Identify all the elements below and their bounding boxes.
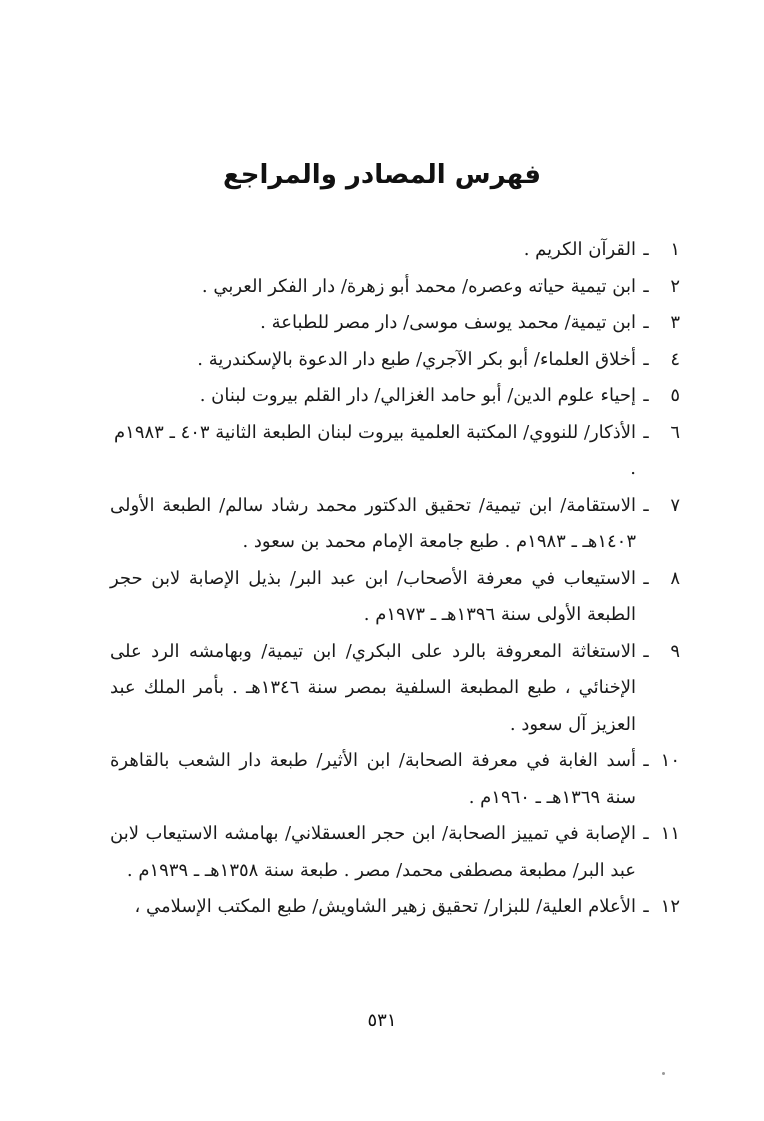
list-item bbox=[110, 561, 680, 634]
entry-number: ٦ bbox=[670, 421, 680, 443]
bibliography-list bbox=[110, 232, 680, 926]
entry-dash: ـ bbox=[643, 823, 649, 844]
entry-text: الاستغاثة المعروفة بالرد على البكري/ ابن تيمية/ وبهامشه الرد على الإخنائي ، طبع المطبعة السلفية بمصر سنة ١٣٤٦هـ . بأمر الملك عبد العزيز آل سعود . bbox=[110, 640, 636, 735]
list-item bbox=[110, 889, 680, 926]
entry-dash: ـ bbox=[643, 312, 649, 333]
entry-dash: ـ bbox=[643, 275, 649, 297]
list-item bbox=[110, 305, 680, 342]
entry-number: ٣ bbox=[670, 312, 680, 333]
entry-text: أسد الغابة في معرفة الصحابة/ ابن الأثير/ طبعة دار الشعب بالقاهرة سنة ١٣٦٩هـ ـ ١٩٦٠م . bbox=[110, 750, 636, 808]
entry-text: ابن تيمية/ محمد يوسف موسى/ دار مصر للطباعة . bbox=[260, 312, 636, 333]
entry-number: ٢ bbox=[670, 275, 680, 297]
entry-dash: ـ bbox=[643, 567, 649, 589]
entry-dash: ـ bbox=[643, 348, 649, 370]
entry-number: ١١ bbox=[660, 823, 680, 844]
page-title: فهرس المصادر والمراجع bbox=[223, 160, 541, 190]
entry-number: ١٢ bbox=[660, 896, 680, 917]
entry-text: الأذكار/ للنووي/ المكتبة العلمية بيروت لبنان الطبعة الثانية ٤٠٣ ـ ١٩٨٣م . bbox=[114, 421, 636, 479]
entry-dash: ـ bbox=[643, 640, 649, 662]
scan-speck bbox=[662, 1072, 665, 1075]
list-item bbox=[110, 816, 680, 889]
entry-text: الاستقامة/ ابن تيمية/ تحقيق الدكتور محمد رشاد سالم/ الطبعة الأولى ١٤٠٣هـ ـ ١٩٨٣م . طبع جامعة الإمام محمد بن سعود . bbox=[110, 494, 636, 552]
entry-number: ١ bbox=[670, 239, 680, 260]
entry-text: ابن تيمية حياته وعصره/ محمد أبو زهرة/ دار الفكر العربي . bbox=[201, 275, 636, 297]
entry-number: ٤ bbox=[670, 348, 680, 370]
entry-dash: ـ bbox=[643, 750, 649, 771]
list-item bbox=[110, 634, 680, 744]
entry-text: إحياء علوم الدين/ أبو حامد الغزالي/ دار القلم بيروت لبنان . bbox=[199, 385, 636, 406]
entry-number: ٩ bbox=[670, 640, 680, 662]
entry-dash: ـ bbox=[643, 421, 649, 443]
entry-text: أخلاق العلماء/ أبو بكر الآجري/ طبع دار الدعوة بالإسكندرية . bbox=[197, 348, 636, 370]
list-item bbox=[110, 232, 680, 269]
list-item bbox=[110, 378, 680, 415]
list-item bbox=[110, 342, 680, 379]
entry-text: الاستيعاب في معرفة الأصحاب/ ابن عبد البر/ بذيل الإصابة لابن حجر الطبعة الأولى سنة ١٣٩٦هـ ـ ١٩٧٣م . bbox=[110, 567, 636, 625]
entry-dash: ـ bbox=[643, 494, 649, 516]
entry-dash: ـ bbox=[643, 385, 649, 406]
entry-dash: ـ bbox=[643, 896, 649, 917]
page-number: ٥٣١ bbox=[367, 1010, 397, 1031]
list-item bbox=[110, 743, 680, 816]
entry-text: الأعلام العلية/ للبزار/ تحقيق زهير الشاويش/ طبع المكتب الإسلامي ، bbox=[134, 896, 636, 917]
entry-number: ١٠ bbox=[660, 750, 680, 771]
entry-text: القرآن الكريم . bbox=[523, 239, 636, 260]
entry-number: ٥ bbox=[670, 385, 680, 406]
entry-number: ٨ bbox=[670, 567, 680, 589]
entry-number: ٧ bbox=[670, 494, 680, 516]
list-item bbox=[110, 415, 680, 488]
entry-dash: ـ bbox=[643, 239, 649, 260]
list-item bbox=[110, 269, 680, 306]
entry-text: الإصابة في تمييز الصحابة/ ابن حجر العسقلاني/ بهامشه الاستيعاب لابن عبد البر/ مطبعة مصطفى محمد/ مصر . طبعة سنة ١٣٥٨هـ ـ ١٩٣٩م . bbox=[110, 823, 636, 881]
list-item bbox=[110, 488, 680, 561]
